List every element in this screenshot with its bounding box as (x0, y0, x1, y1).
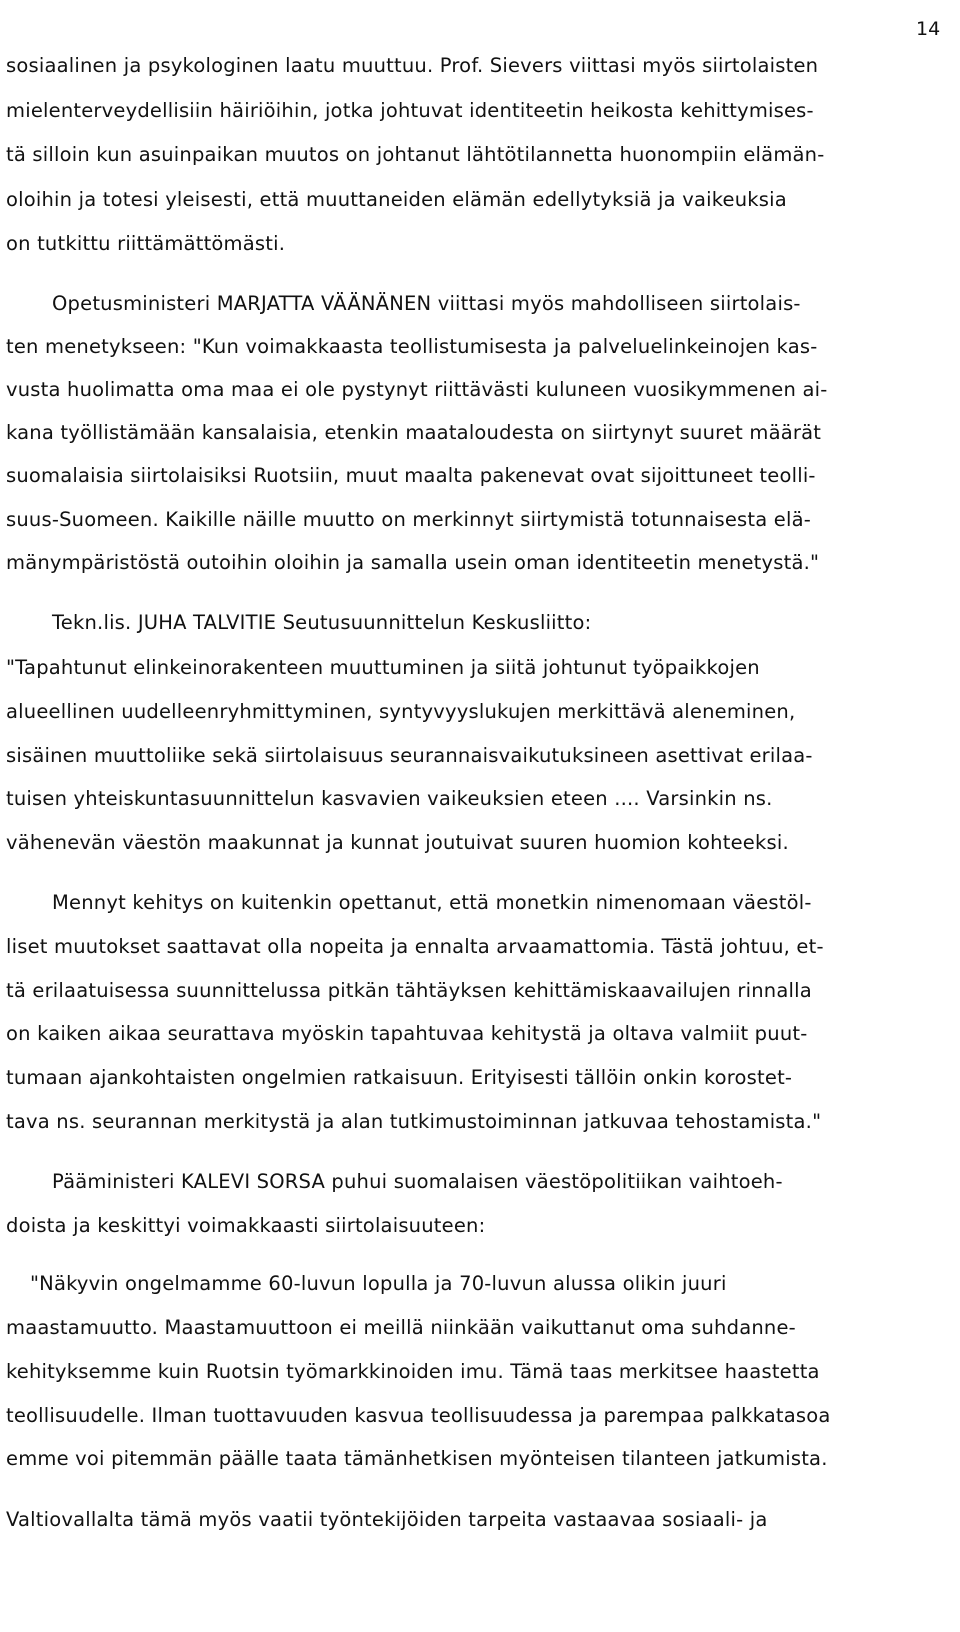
text-line: emme voi pitemmän päälle taata tämänhetkisen myönteisen tilanteen jatkumista. (6, 1447, 828, 1470)
text-line: Tekn.lis. JUHA TALVITIE Seutusuunnittelun Keskusliitto: (52, 611, 592, 634)
text-line: "Näkyvin ongelmamme 60-luvun lopulla ja 70-luvun alussa olikin juuri (30, 1272, 727, 1295)
text-line: "Tapahtunut elinkeinorakenteen muuttuminen ja siitä johtunut työpaikkojen (6, 656, 760, 679)
text-line: ten menetykseen: "Kun voimakkaasta teollistumisesta ja palveluelinkeinojen kas- (6, 335, 818, 358)
text-line: vusta huolimatta oma maa ei ole pystynyt riittävästi kuluneen vuosikymmenen ai- (6, 378, 828, 401)
text-line: mielenterveydellisiin häiriöihin, jotka johtuvat identiteetin heikosta kehittymises- (6, 99, 814, 122)
text-line: oloihin ja totesi yleisesti, että muuttaneiden elämän edellytyksiä ja vaikeuksia (6, 188, 787, 211)
text-line: suus-Suomeen. Kaikille näille muutto on merkinnyt siirtymistä totunnaisesta elä- (6, 508, 811, 531)
text-line: doista ja keskittyi voimakkaasti siirtolaisuuteen: (6, 1214, 486, 1237)
text-line: tä erilaatuisessa suunnittelussa pitkän tähtäyksen kehittämiskaavailujen rinnalla (6, 979, 812, 1002)
text-line: Mennyt kehitys on kuitenkin opettanut, että monetkin nimenomaan väestöl- (52, 891, 812, 914)
text-line: tava ns. seurannan merkitystä ja alan tutkimustoiminnan jatkuvaa tehostamista." (6, 1110, 822, 1133)
text-line: kehityksemme kuin Ruotsin työmarkkinoiden imu. Tämä taas merkitsee haastetta (6, 1360, 820, 1383)
page-number: 14 (916, 18, 941, 40)
text-line: Opetusministeri MARJATTA VÄÄNÄNEN viittasi myös mahdolliseen siirtolais- (52, 292, 801, 315)
text-line: suomalaisia siirtolaisiksi Ruotsiin, muut maalta pakenevat ovat sijoittuneet teolli- (6, 464, 816, 487)
text-line: Valtiovallalta tämä myös vaatii työntekijöiden tarpeita vastaavaa sosiaali- ja (6, 1508, 768, 1531)
text-line: tä silloin kun asuinpaikan muutos on johtanut lähtötilannetta huonompiin elämän- (6, 143, 825, 166)
text-line: on kaiken aikaa seurattava myöskin tapahtuvaa kehitystä ja oltava valmiit puut- (6, 1022, 808, 1045)
text-line: mänympäristöstä outoihin oloihin ja samalla usein oman identiteetin menetystä." (6, 551, 820, 574)
text-line: kana työllistämään kansalaisia, etenkin maataloudesta on siirtynyt suuret määrät (6, 421, 822, 444)
text-line: maastamuutto. Maastamuuttoon ei meillä niinkään vaikuttanut oma suhdanne- (6, 1316, 796, 1339)
text-line: tuisen yhteiskuntasuunnittelun kasvavien vaikeuksien eteen .... Varsinkin ns. (6, 787, 773, 810)
text-line: on tutkittu riittämättömästi. (6, 232, 286, 255)
text-line: Pääministeri KALEVI SORSA puhui suomalaisen väestöpolitiikan vaihtoeh- (52, 1170, 783, 1193)
text-line: teollisuudelle. Ilman tuottavuuden kasvua teollisuudessa ja parempaa palkkatasoa (6, 1404, 831, 1427)
text-line: tumaan ajankohtaisten ongelmien ratkaisuun. Erityisesti tällöin onkin korostet- (6, 1066, 793, 1089)
text-line: sosiaalinen ja psykologinen laatu muuttuu. Prof. Sievers viittasi myös siirtolaisten (6, 54, 819, 77)
text-line: vähenevän väestön maakunnat ja kunnat joutuivat suuren huomion kohteeksi. (6, 831, 789, 854)
text-line: alueellinen uudelleenryhmittyminen, syntyvyyslukujen merkittävä aleneminen, (6, 700, 796, 723)
text-line: liset muutokset saattavat olla nopeita ja ennalta arvaamattomia. Tästä johtuu, et- (6, 935, 824, 958)
text-line: sisäinen muuttoliike sekä siirtolaisuus seurannaisvaikutuksineen asettivat erilaa- (6, 744, 813, 767)
